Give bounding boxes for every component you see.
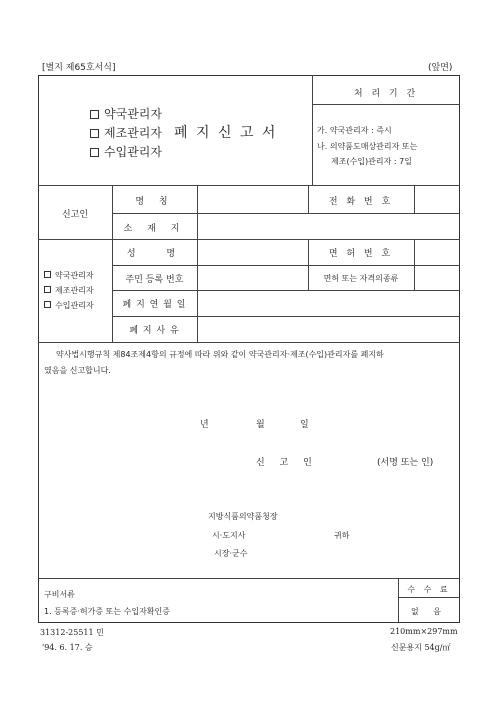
year-label: 년 <box>200 420 209 430</box>
processing-period-line2: 나. 의약품도매상관리자 또는 <box>317 142 418 151</box>
checkbox-icon[interactable] <box>44 286 51 293</box>
addressee-mayor: 시장·군수 <box>214 549 248 558</box>
reporter-label: 신 고 인 <box>256 458 318 468</box>
license-number-field[interactable] <box>415 240 459 264</box>
page-side-label: (앞면) <box>428 63 453 73</box>
statement-line-1: 약사법시행규칙 제84조제4항의 규정에 따라 위와 같이 약국관리자·제조(수입)관리자를 폐지하 <box>56 350 384 359</box>
form-code: 31312-25511 민 <box>40 628 104 637</box>
fee-value: 없 음 <box>411 607 447 616</box>
checkbox-icon[interactable] <box>90 129 99 138</box>
fullname-label: 성 명 <box>126 249 190 259</box>
address-label: 소 재 지 <box>123 224 186 234</box>
rrn-label: 주민 등록 번호 <box>125 275 184 285</box>
phone-label: 전 화 번 호 <box>328 197 394 207</box>
fullname-field[interactable] <box>198 240 308 264</box>
signature-label[interactable]: (서명 또는 인) <box>377 458 434 468</box>
day-label: 일 <box>300 420 309 430</box>
name-label: 명 칭 <box>135 197 174 207</box>
approval-date: '94. 6. 17. 승 <box>42 643 93 652</box>
required-doc-item-1: 1. 등록증·허가증 또는 수입자확인증 <box>44 607 170 616</box>
checkbox-icon[interactable] <box>90 148 99 157</box>
closure-date-field[interactable] <box>198 291 459 315</box>
license-number-label: 면 허 번 호 <box>328 249 394 259</box>
checkbox-icon[interactable] <box>90 110 99 119</box>
license-type-field[interactable] <box>415 266 459 289</box>
paper-size: 210mm×297mm <box>390 627 458 636</box>
processing-period-line1: 가. 약국관리자 : 즉시 <box>317 126 392 135</box>
honorific: 귀하 <box>334 531 350 540</box>
document-title: 폐 지 신 고 서 <box>174 125 278 141</box>
title-option-pharmacy[interactable]: 약국관리자 <box>90 105 162 122</box>
manager-option-pharmacy[interactable]: 약국관리자 <box>44 270 94 281</box>
paper-type: 신문용지 54g/㎡ <box>391 643 451 652</box>
checkbox-icon[interactable] <box>44 301 51 308</box>
title-option-import[interactable]: 수입관리자 <box>90 143 162 160</box>
title-option-manufacturing[interactable]: 제조관리자 <box>90 124 162 141</box>
month-label: 월 <box>256 420 265 430</box>
statement-line-2: 였음을 신고합니다. <box>44 366 111 375</box>
fee-label: 수 수 료 <box>407 585 451 594</box>
applicant-label: 신고인 <box>61 210 89 220</box>
manager-option-manufacturing[interactable]: 제조관리자 <box>44 285 94 296</box>
required-docs-label: 구비서류 <box>44 590 75 599</box>
form-number: [별지 제65호서식] <box>42 63 116 73</box>
processing-period-line3: 제조(수입)관리자 : 7일 <box>331 157 412 166</box>
closure-reason-label: 폐 지 사 유 <box>129 326 180 336</box>
rrn-field[interactable] <box>198 266 308 289</box>
addressee-governor: 시·도지사 <box>212 531 246 540</box>
addressee-regional-fda: 지방식품의약품청장 <box>208 512 278 521</box>
closure-date-label: 폐 지 연 월 일 <box>122 300 187 310</box>
phone-field[interactable] <box>415 186 459 212</box>
license-type-label: 면허 또는 자격의종류 <box>323 274 399 283</box>
name-field[interactable] <box>198 186 308 212</box>
address-field[interactable] <box>198 214 459 238</box>
checkbox-icon[interactable] <box>44 271 51 278</box>
closure-reason-field[interactable] <box>198 317 459 341</box>
manager-option-import[interactable]: 수입관리자 <box>44 300 94 311</box>
processing-period-label: 처 리 기 간 <box>353 89 419 99</box>
